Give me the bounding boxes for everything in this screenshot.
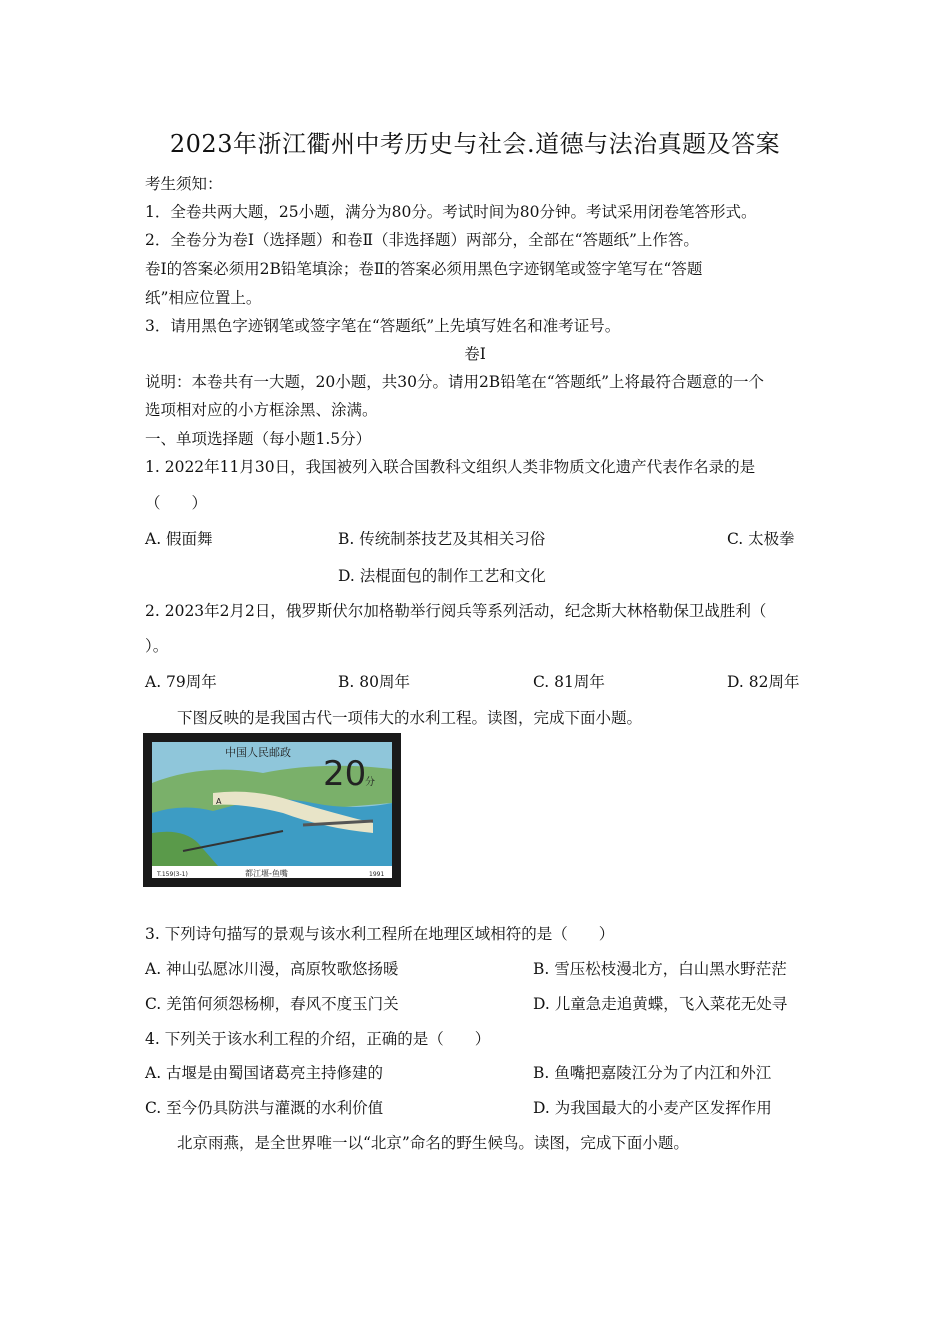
dujiangyan-stamp-image [143,733,401,887]
notice-item: 1．全卷共两大题，25小题，满分为80分。考试时间为80分钟。考试采用闭卷笔答形式。 [145,203,757,221]
question-2-stem-end: ）。 [145,637,169,655]
question-1-blank: （ ） [145,494,208,512]
q2-option-a[interactable]: A. 79周年 [145,673,217,691]
notice-heading: 考生须知： [145,175,223,193]
question-1-stem: 1. 2022年11月30日，我国被列入联合国教科文组织人类非物质文化遗产代表作名录的是 [145,458,756,476]
q1-option-d[interactable]: D. 法棍面包的制作工艺和文化 [338,567,546,585]
q3-option-c[interactable]: C. 羌笛何须怨杨柳，春风不度玉门关 [145,995,399,1013]
q1-option-c[interactable]: C. 太极拳 [727,530,795,548]
q3-option-d[interactable]: D. 儿童急走追黄蝶，飞入菜花无处寻 [533,995,788,1013]
question-2-stem: 2. 2023年2月2日，俄罗斯伏尔加格勒举行阅兵等系列活动，纪念斯大林格勒保卫战胜利（ [145,602,767,620]
stamp-value: 20 [323,754,367,794]
stamp-year: 1991 [369,871,385,878]
stamp-caption: 都江堰-鱼嘴 [245,869,288,878]
q1-option-a[interactable]: A. 假面舞 [145,530,213,548]
intro-beijing-swift: 北京雨燕，是全世界唯一以“北京”命名的野生候鸟。读图，完成下面小题。 [177,1134,689,1152]
stamp-header: 中国人民邮政 [225,746,291,759]
page-title: 2023年浙江衢州中考历史与社会.道德与法治真题及答案 [169,130,781,158]
notice-item: 3．请用黑色字迹钢笔或签字笔在“答题纸”上先填写姓名和准考证号。 [145,317,621,335]
question-3-stem: 3. 下列诗句描写的景观与该水利工程所在地理区域相符的是（ ） [145,925,615,943]
notice-item: 纸”相应位置上。 [145,289,262,307]
q2-option-c[interactable]: C. 81周年 [533,673,605,691]
section-desc: 说明：本卷共有一大题，20小题，共30分。请用2B铅笔在“答题纸”上将最符合题意的一个 [145,373,765,391]
section-desc: 选项相对应的小方框涂黑、涂满。 [145,401,378,419]
notice-item: 卷Ⅰ的答案必须用2B铅笔填涂；卷Ⅱ的答案必须用黑色字迹钢笔或签字笔写在“答题 [145,260,703,278]
question-4-stem: 4. 下列关于该水利工程的介绍，正确的是（ ） [145,1030,491,1048]
q4-option-a[interactable]: A. 古堰是由蜀国诸葛亮主持修建的 [145,1064,384,1082]
q4-option-d[interactable]: D. 为我国最大的小麦产区发挥作用 [533,1099,772,1117]
q4-option-c[interactable]: C. 至今仍具防洪与灌溉的水利价值 [145,1099,384,1117]
q3-option-b[interactable]: B. 雪压松枝漫北方，白山黑水野茫茫 [533,960,787,978]
intro-water-project: 下图反映的是我国古代一项伟大的水利工程。读图，完成下面小题。 [177,709,643,727]
stamp-code: T.159(3-1) [157,871,188,878]
notice-item: 2．全卷分为卷Ⅰ（选择题）和卷Ⅱ（非选择题）两部分，全部在“答题纸”上作答。 [145,231,699,249]
section-name: 卷Ⅰ [464,345,486,363]
stamp-marker: A [216,797,222,806]
q1-option-b[interactable]: B. 传统制茶技艺及其相关习俗 [338,530,546,548]
q2-option-b[interactable]: B. 80周年 [338,673,410,691]
q3-option-a[interactable]: A. 神山弘愿冰川漫，高原牧歌悠扬暖 [145,960,399,978]
q2-option-d[interactable]: D. 82周年 [727,673,800,691]
part-heading: 一、单项选择题（每小题1.5分） [145,430,372,448]
stamp-unit: 分 [365,777,375,788]
q4-option-b[interactable]: B. 鱼嘴把嘉陵江分为了内江和外江 [533,1064,772,1082]
